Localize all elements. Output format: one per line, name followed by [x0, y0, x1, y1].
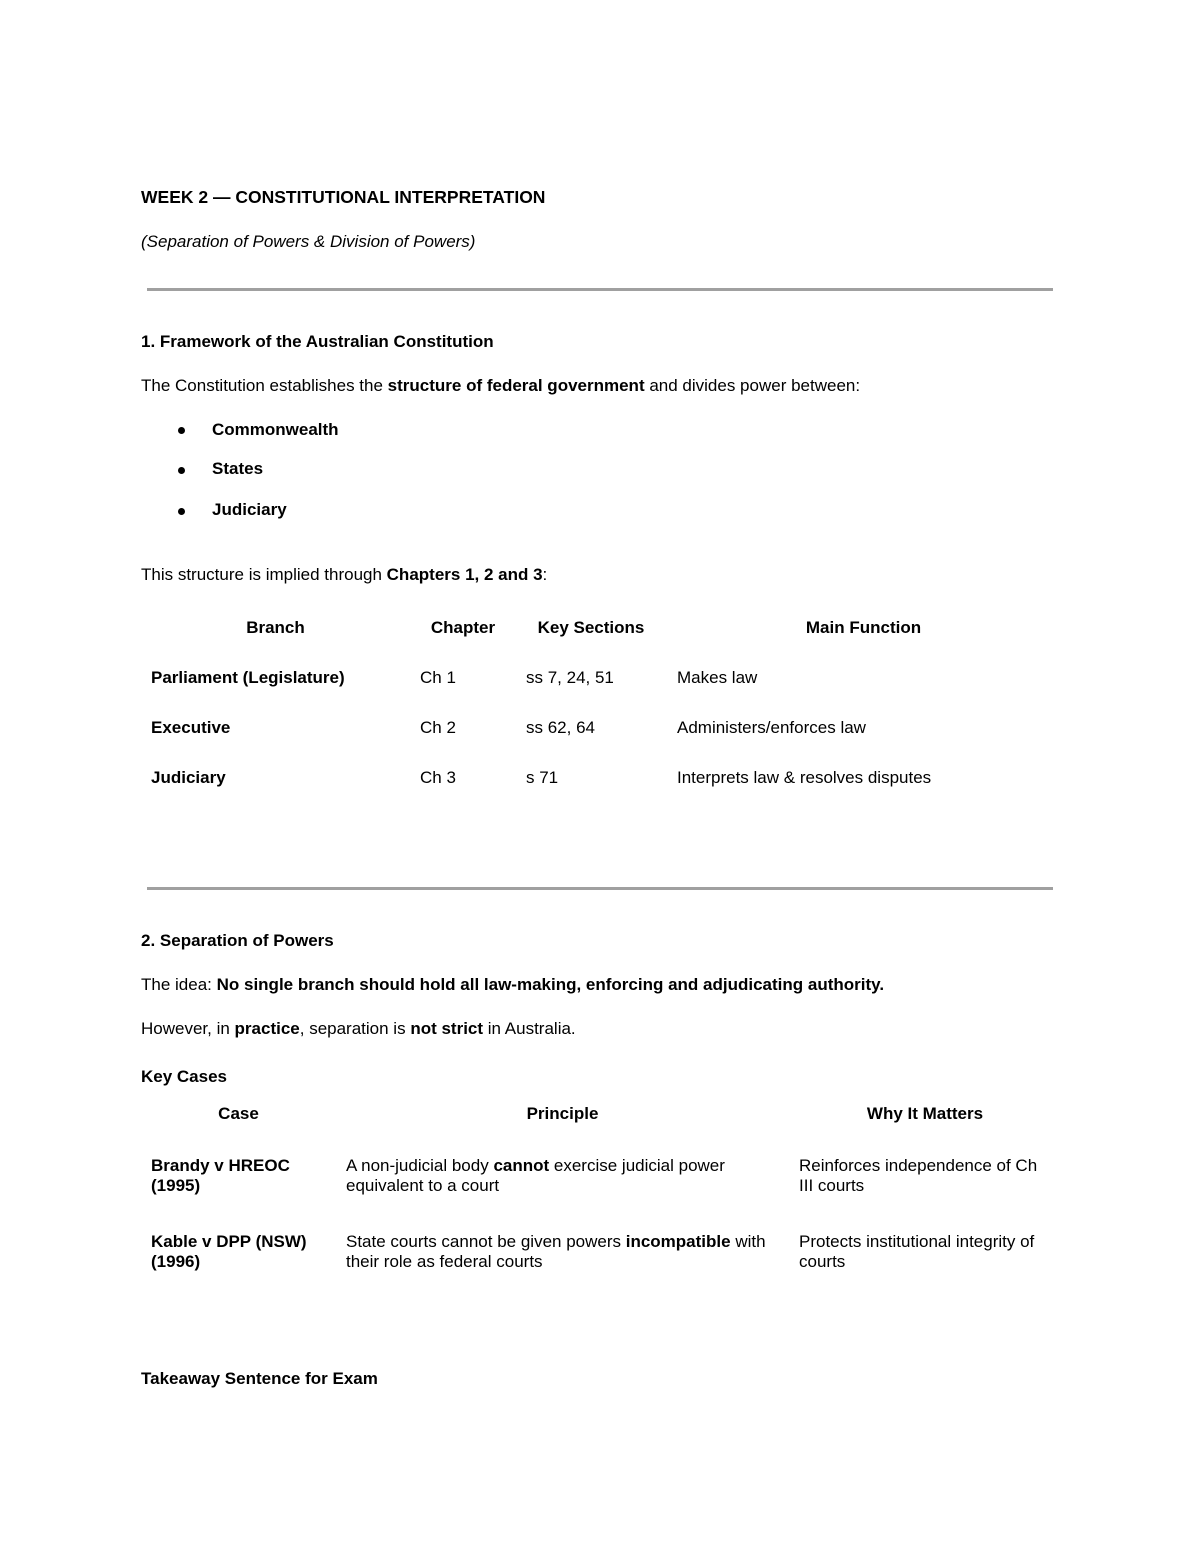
- intro-text: The Constitution establishes the: [141, 376, 388, 395]
- column-header-chapter: Chapter: [430, 618, 496, 637]
- intro-text-end: and divides power between:: [644, 376, 861, 395]
- column-header-key-sections: Key Sections: [537, 618, 645, 637]
- list-item: Commonwealth: [212, 420, 339, 439]
- practice-text: in Australia.: [483, 1019, 576, 1038]
- principle-cell: [336, 1156, 789, 1232]
- table-row: [141, 668, 1061, 718]
- principle-bold-text: cannot: [493, 1156, 550, 1175]
- list-item: Judiciary: [212, 500, 287, 519]
- horizontal-rule: [147, 887, 1053, 890]
- branch-table: [141, 618, 1061, 818]
- chapters-text-end: :: [542, 565, 548, 584]
- document-title: WEEK 2 — CONSTITUTIONAL INTERPRETATION: [141, 187, 546, 207]
- column-header-branch: Branch: [246, 618, 305, 637]
- column-header-case: Case: [218, 1104, 259, 1123]
- separation-idea: [141, 975, 884, 995]
- column-header-why-it-matters: Why It Matters: [866, 1104, 984, 1123]
- horizontal-rule: [147, 288, 1053, 291]
- chapters-sentence: [141, 565, 547, 585]
- key-cases-table: [141, 1104, 1061, 1308]
- table-header-row: [141, 618, 1061, 668]
- list-item: States: [212, 459, 264, 478]
- principle-cell: [336, 1232, 789, 1308]
- practice-text: However, in: [141, 1019, 235, 1038]
- practice-bold-text: not strict: [410, 1019, 484, 1038]
- why-it-matters-cell: Protects institutional integrity of courts: [799, 1232, 1035, 1271]
- case-name-cell: Kable v DPP (NSW) (1996): [151, 1232, 307, 1271]
- case-name-cell: Brandy v HREOC (1995): [151, 1156, 290, 1195]
- takeaway-heading: Takeaway Sentence for Exam: [141, 1369, 378, 1388]
- bullet-icon: [178, 508, 185, 515]
- sections-cell: ss 7, 24, 51: [526, 668, 614, 687]
- table-row: [141, 718, 1061, 768]
- chapter-cell: Ch 2: [420, 718, 456, 737]
- table-header-row: [141, 1104, 1061, 1156]
- document-subtitle: (Separation of Powers & Division of Powers): [141, 232, 476, 251]
- idea-text: The idea:: [141, 975, 217, 994]
- function-cell: Administers/enforces law: [677, 718, 866, 737]
- principle-text: A non-judicial body: [346, 1156, 494, 1175]
- bullet-icon: [178, 427, 185, 434]
- chapter-cell: Ch 3: [420, 768, 456, 787]
- chapter-cell: Ch 1: [420, 668, 456, 687]
- section-2-heading: 2. Separation of Powers: [141, 931, 334, 950]
- function-cell: Interprets law & resolves disputes: [677, 768, 932, 787]
- table-row: [141, 1232, 1061, 1308]
- practice-text: , separation is: [299, 1019, 411, 1038]
- column-header-principle: Principle: [526, 1104, 599, 1123]
- section-1-heading: 1. Framework of the Australian Constitution: [141, 332, 494, 351]
- practice-sentence: [141, 1019, 576, 1039]
- principle-text-end: exercise judicial power equivalent to a court: [346, 1156, 725, 1195]
- sections-cell: s 71: [526, 768, 559, 787]
- branch-cell: Judiciary: [151, 768, 226, 787]
- principle-text-end: with their role as federal courts: [346, 1232, 766, 1271]
- chapters-bold-text: Chapters 1, 2 and 3: [386, 565, 543, 584]
- column-header-main-function: Main Function: [805, 618, 922, 637]
- intro-bold-text: structure of federal government: [387, 376, 645, 395]
- table-row: [141, 768, 1061, 818]
- practice-bold-text: practice: [234, 1019, 300, 1038]
- branch-cell: Executive: [151, 718, 231, 737]
- why-it-matters-cell: Reinforces independence of Ch III courts: [799, 1156, 1038, 1195]
- principle-text: State courts cannot be given powers: [346, 1232, 626, 1251]
- function-cell: Makes law: [677, 668, 758, 687]
- principle-bold-text: incompatible: [625, 1232, 731, 1251]
- key-cases-heading: Key Cases: [141, 1067, 228, 1086]
- sections-cell: ss 62, 64: [526, 718, 595, 737]
- section-1-intro: [141, 376, 860, 396]
- idea-bold-text: No single branch should hold all law-making, enforcing and adjudicating authority.: [216, 975, 885, 994]
- table-row: [141, 1156, 1061, 1232]
- branch-cell: Parliament (Legislature): [151, 668, 345, 687]
- bullet-icon: [178, 467, 185, 474]
- chapters-text: This structure is implied through: [141, 565, 387, 584]
